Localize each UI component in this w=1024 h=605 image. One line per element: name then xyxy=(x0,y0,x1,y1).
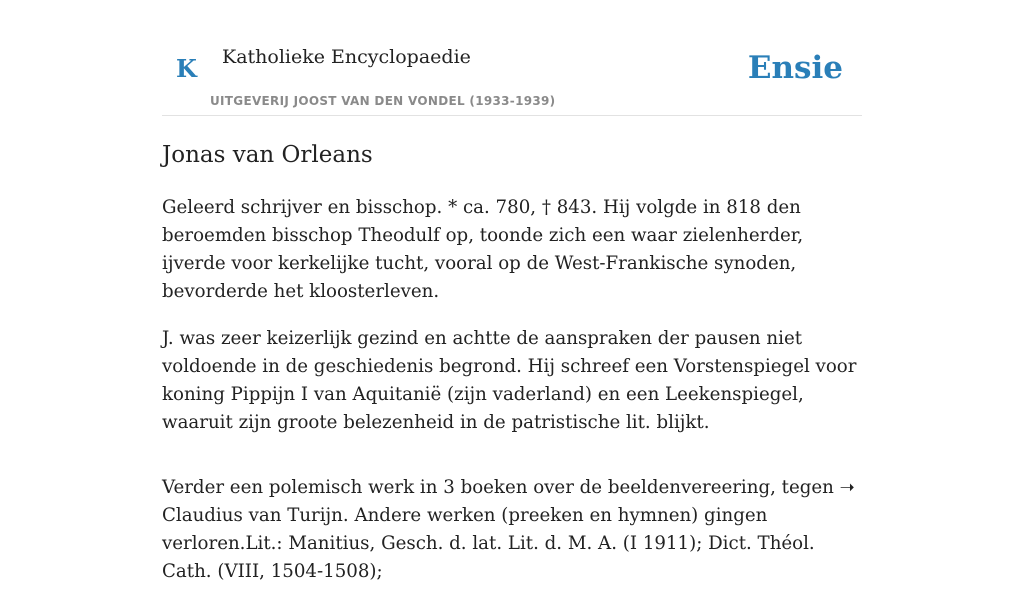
article-paragraph: Geleerd schrijver en bisschop. * ca. 780, † 843. Hij volgde in 818 den beroemden bisschop Theodulf op, toonde zich een waar zielenherder, ijverde voor kerkelijke tucht, vooral op de West-Frankische synoden, bevorderde het kloosterleven. xyxy=(162,197,804,302)
brand-logo-link[interactable]: Ensie xyxy=(747,50,843,86)
site-logo-link[interactable]: K xyxy=(176,54,197,83)
publisher-subtitle: UITGEVERIJ JOOST VAN DEN VONDEL (1933-1939) xyxy=(210,94,556,108)
article-content xyxy=(162,138,862,605)
article-paragraph: Verder een polemisch werk in 3 boeken over de beeldenvereering, tegen ➝ Claudius van Turijn. Andere werken (preeken en hymnen) gingen verloren.Lit.: Manitius, Gesch. d. lat. Lit. d. M. A. (I 1911); Dict. Théol. Cath. (VIII, 1504-1508); xyxy=(162,477,855,582)
article-paragraph: J. was zeer keizerlijk gezind en achtte de aanspraken der pausen niet voldoende in de geschiedenis begrond. Hij schreef een Vorstenspiegel voor koning Pippijn I van Aquitanië (zijn vaderland) en een Leekenspiegel, waaruit zijn groote belezenheid in de patristische lit. blijkt. xyxy=(162,328,857,433)
article-title: Jonas van Orleans xyxy=(162,142,373,168)
site-header xyxy=(162,30,862,116)
site-title: Katholieke Encyclopaedie xyxy=(222,46,471,68)
